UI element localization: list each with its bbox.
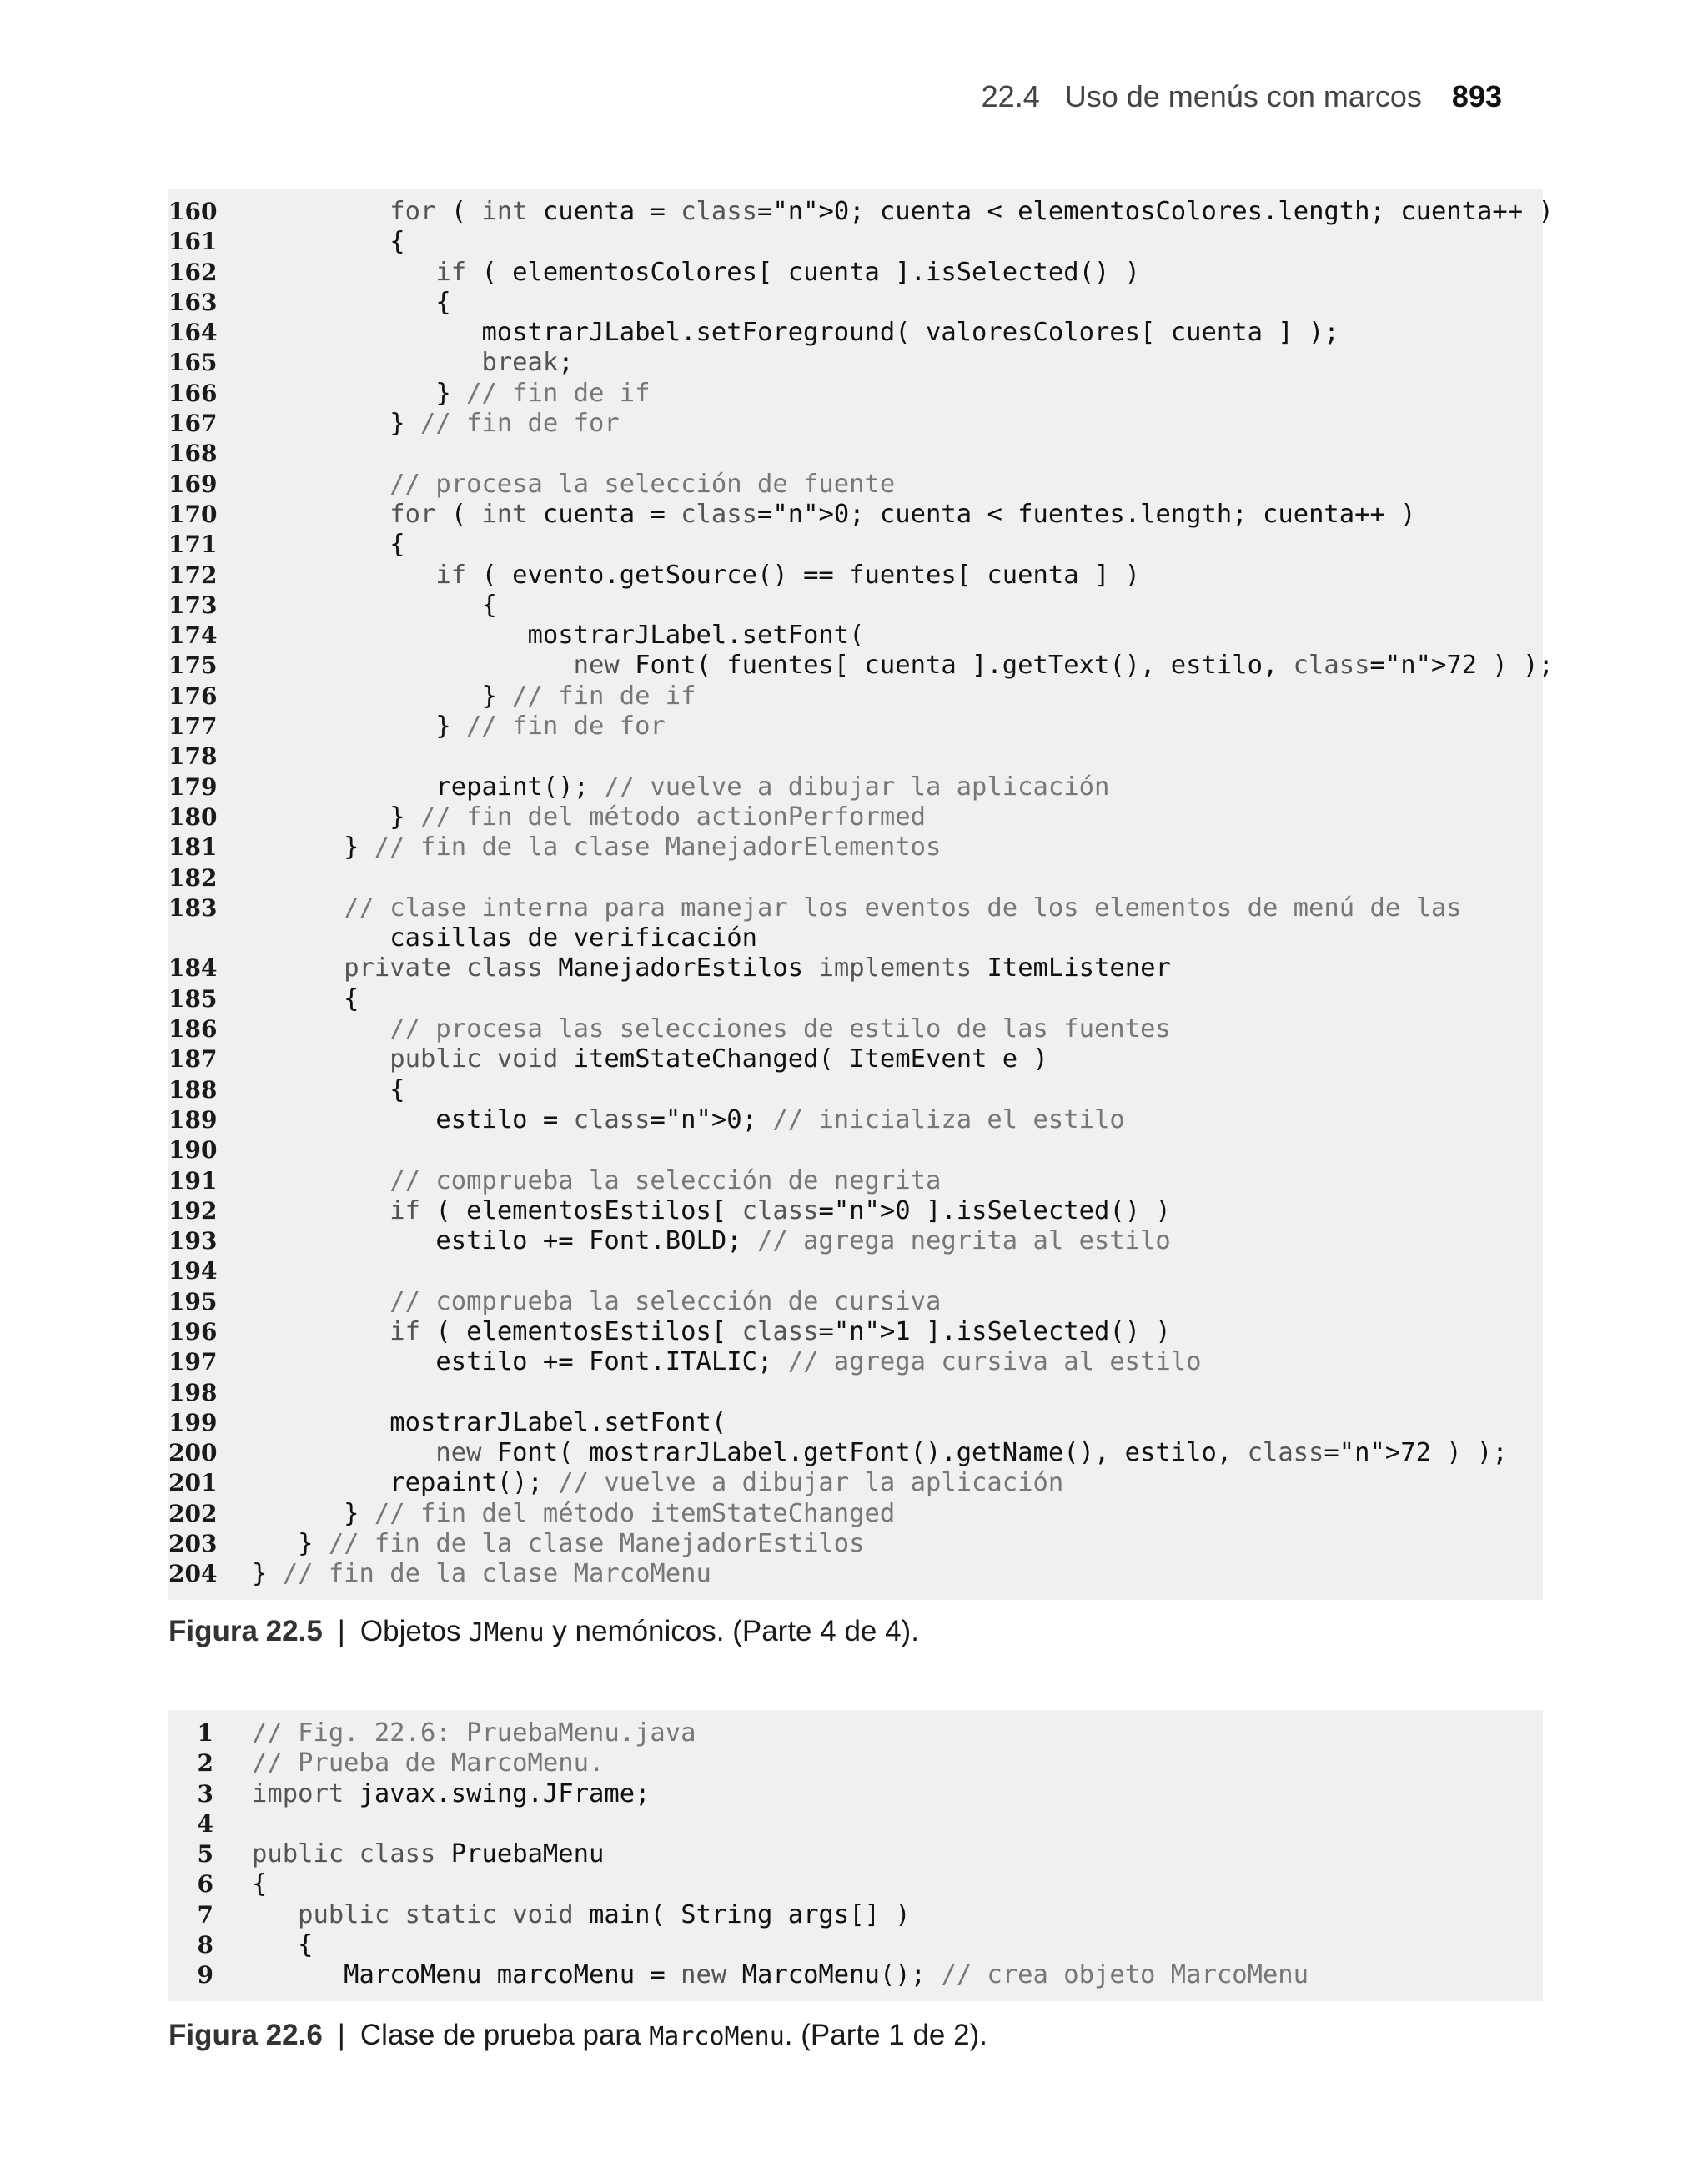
line-number: 201 <box>168 1469 218 1497</box>
code-text: // procesa la selección de fuente <box>389 469 896 499</box>
code-line <box>168 1718 1543 1748</box>
section-title: 22.4 Uso de menús con marcos <box>981 79 1422 113</box>
code-text: } // fin del método actionPerformed <box>252 802 926 832</box>
code-line <box>168 1559 1543 1589</box>
code-text: } // fin de for <box>252 409 620 439</box>
line-number: 189 <box>168 1105 218 1134</box>
line-number: 165 <box>168 349 218 377</box>
code-line <box>168 1347 1543 1377</box>
line-number: 2 <box>197 1749 214 1778</box>
code-text <box>214 1809 1543 1839</box>
code-line <box>168 1900 1543 1930</box>
line-number: 4 <box>197 1809 214 1838</box>
code-text: estilo += Font.ITALIC; // agrega cursiva al estilo <box>252 1347 1202 1377</box>
line-number: 169 <box>168 470 218 498</box>
line-number: 3 <box>197 1779 214 1808</box>
line-number: 164 <box>168 319 218 347</box>
code-text: mostrarJLabel.setFont( <box>252 621 865 651</box>
line-number: 194 <box>168 1257 218 1285</box>
code-line <box>168 1226 1543 1256</box>
code-line <box>168 530 1543 560</box>
code-line <box>168 1256 1543 1286</box>
code-text: estilo = class="n">0; // inicializa el estilo <box>252 1104 1125 1134</box>
code-text: estilo += Font.BOLD; // agrega negrita al estilo <box>252 1226 1171 1256</box>
code-text: import javax.swing.JFrame; <box>252 1778 651 1808</box>
code-text: { <box>252 1930 314 1960</box>
line-number: 177 <box>168 712 218 741</box>
line-number: 173 <box>168 591 218 619</box>
code-line <box>168 651 1554 681</box>
code-text: break; <box>481 348 574 378</box>
code-text: if ( elementosEstilos[ class="n">0 ].isSelected() ) <box>389 1195 1171 1225</box>
caption-text: Objetos <box>359 1615 470 1647</box>
code-text: { <box>252 287 451 317</box>
code-text: } // fin de la clase ManejadorEstilos <box>252 1529 865 1559</box>
code-text: public static void main( String args[] ) <box>298 1899 911 1929</box>
code-text: if ( elementosEstilos[ class="n">1 ].isSelected() ) <box>389 1316 1171 1346</box>
code-line <box>168 1960 1543 1990</box>
line-number <box>168 923 214 953</box>
code-text: for ( int cuenta = class="n">0; cuenta < fuentes.length; cuenta++ ) <box>389 499 1416 529</box>
code-text: { <box>252 1074 405 1104</box>
code-line <box>168 1438 1543 1468</box>
line-number: 7 <box>197 1900 214 1929</box>
line-number: 193 <box>168 1227 218 1255</box>
line-number: 174 <box>168 621 218 650</box>
line-number: 181 <box>168 833 218 862</box>
code-line <box>168 1408 1543 1438</box>
code-text: private class ManejadorEstilos implements ItemListener <box>344 953 1171 983</box>
code-text: // Fig. 22.6: PruebaMenu.java <box>252 1718 696 1748</box>
line-number: 186 <box>168 1015 218 1044</box>
code-text <box>214 863 1543 893</box>
code-text: { <box>252 530 405 560</box>
code-text <box>214 1378 1543 1408</box>
code-line <box>168 621 1543 651</box>
code-line <box>168 953 1543 983</box>
code-text: { <box>252 983 359 1014</box>
code-line <box>168 1748 1543 1778</box>
line-number: 184 <box>168 954 218 983</box>
code-line <box>168 288 1543 318</box>
caption-text: Clase de prueba para <box>359 2019 650 2051</box>
line-number: 179 <box>168 772 218 801</box>
code-line <box>168 409 1543 439</box>
line-number: 180 <box>168 802 218 831</box>
line-number: 171 <box>168 531 218 559</box>
figure-caption-22-5 <box>168 1615 919 1648</box>
code-line <box>168 1014 1543 1044</box>
code-text: } // fin de la clase MarcoMenu <box>252 1559 711 1589</box>
line-number: 170 <box>168 500 218 528</box>
line-number: 190 <box>168 1136 218 1164</box>
code-text: if ( evento.getSource() == fuentes[ cuenta ] ) <box>435 560 1141 590</box>
code-listing-figure-22-5 <box>168 189 1554 1600</box>
code-text: public void itemStateChanged( ItemEvent e ) <box>389 1044 1048 1074</box>
code-text: { <box>252 1869 268 1899</box>
code-line <box>168 227 1543 257</box>
code-line <box>168 1499 1543 1529</box>
code-line <box>168 439 1543 469</box>
figure-label: Figura 22.5 <box>168 1615 323 1647</box>
line-number: 196 <box>168 1317 218 1346</box>
code-line <box>168 893 1543 923</box>
code-line <box>168 379 1543 409</box>
code-text: mostrarJLabel.setForeground( valoresColores[ cuenta ] ); <box>252 318 1339 348</box>
code-line <box>168 348 1543 378</box>
code-text: // comprueba la selección de cursiva <box>389 1286 942 1316</box>
code-line <box>168 772 1543 802</box>
line-number: 200 <box>168 1439 218 1467</box>
line-number: 182 <box>168 863 218 892</box>
page-number: 893 <box>1451 79 1502 113</box>
code-line <box>168 1166 1543 1196</box>
code-text: } // fin de if <box>252 681 696 711</box>
line-number: 162 <box>168 258 218 286</box>
code-text <box>214 439 1543 469</box>
line-number: 199 <box>168 1408 218 1436</box>
code-line <box>168 197 1554 227</box>
line-number: 198 <box>168 1378 218 1406</box>
figure-caption-22-6 <box>168 2019 987 2052</box>
code-text: for ( int cuenta = class="n">0; cuenta < elementosColores.length; cuenta++ ) <box>389 197 1554 226</box>
code-line <box>168 742 1543 772</box>
code-text: new Font( fuentes[ cuenta ].getText(), estilo, class="n">72 ) ); <box>573 651 1554 681</box>
code-line <box>168 1869 1543 1899</box>
code-line <box>168 1044 1543 1074</box>
code-line <box>168 1779 1543 1809</box>
code-line <box>168 500 1543 530</box>
code-line <box>168 923 1543 953</box>
code-line <box>168 832 1543 863</box>
page-header <box>982 79 1502 114</box>
code-text: // Prueba de MarcoMenu. <box>252 1748 605 1778</box>
caption-separator: | <box>337 2019 345 2051</box>
code-line <box>168 1196 1543 1226</box>
code-text: } // fin de for <box>252 712 666 742</box>
line-number: 172 <box>168 561 218 589</box>
line-number: 192 <box>168 1196 218 1225</box>
code-line <box>168 470 1543 500</box>
line-number: 204 <box>168 1560 218 1588</box>
line-number: 8 <box>197 1931 214 1959</box>
code-line <box>168 1809 1543 1839</box>
code-line <box>168 1135 1543 1165</box>
code-text: // clase interna para manejar los eventos de los elementos de menú de las <box>344 893 1462 923</box>
line-number: 168 <box>168 440 218 468</box>
code-text: repaint(); // vuelve a dibujar la aplicación <box>252 1468 1064 1498</box>
code-line <box>168 863 1543 893</box>
line-number: 166 <box>168 379 218 407</box>
code-text <box>214 1135 1543 1165</box>
code-text: } // fin del método itemStateChanged <box>252 1498 896 1528</box>
line-number: 195 <box>168 1287 218 1315</box>
line-number: 9 <box>197 1961 214 1989</box>
code-text: // comprueba la selección de negrita <box>389 1165 942 1195</box>
code-line <box>168 258 1543 288</box>
code-line <box>168 1378 1543 1408</box>
code-text: casillas de verificación <box>252 923 757 953</box>
line-number: 191 <box>168 1166 218 1195</box>
code-text <box>214 742 1543 772</box>
code-text: // procesa las selecciones de estilo de las fuentes <box>389 1014 1171 1044</box>
code-text: public class PruebaMenu <box>252 1839 605 1869</box>
code-line <box>168 1075 1543 1105</box>
code-line <box>168 802 1543 832</box>
code-line <box>168 591 1543 621</box>
code-line <box>168 712 1543 742</box>
line-number: 183 <box>168 893 218 922</box>
line-number: 188 <box>168 1075 218 1104</box>
code-line <box>168 1287 1543 1317</box>
code-text: if ( elementosColores[ cuenta ].isSelected() ) <box>435 257 1141 287</box>
code-line <box>168 318 1543 348</box>
code-line <box>168 1468 1543 1498</box>
line-number: 5 <box>197 1840 214 1869</box>
code-text: } // fin de if <box>252 378 651 408</box>
code-text: { <box>252 227 405 257</box>
caption-code: JMenu <box>469 1618 545 1647</box>
code-text: } // fin de la clase ManejadorElementos <box>252 832 942 863</box>
line-number: 203 <box>168 1530 218 1558</box>
line-number: 6 <box>197 1870 214 1899</box>
code-line <box>168 1930 1543 1960</box>
code-line <box>168 1839 1543 1869</box>
code-line <box>168 1317 1543 1347</box>
line-number: 202 <box>168 1499 218 1527</box>
code-text: repaint(); // vuelve a dibujar la aplicación <box>252 772 1110 802</box>
code-line <box>168 1105 1543 1135</box>
caption-text-end: . (Parte 1 de 2). <box>784 2019 987 2051</box>
line-number: 161 <box>168 228 218 256</box>
code-line <box>168 1529 1543 1559</box>
code-text: { <box>252 590 497 620</box>
figure-label: Figura 22.6 <box>168 2019 323 2051</box>
line-number: 176 <box>168 682 218 710</box>
caption-text-end: y nemónicos. (Parte 4 de 4). <box>544 1615 919 1647</box>
code-line <box>168 984 1543 1014</box>
caption-code: MarcoMenu <box>649 2022 785 2051</box>
line-number: 187 <box>168 1045 218 1074</box>
line-number: 160 <box>168 198 218 225</box>
code-listing-figure-22-6 <box>168 1710 1543 2001</box>
line-number: 1 <box>197 1719 214 1747</box>
line-number: 163 <box>168 288 218 316</box>
code-text <box>214 1256 1543 1286</box>
caption-separator: | <box>337 1615 345 1647</box>
line-number: 178 <box>168 742 218 771</box>
code-line <box>168 561 1543 591</box>
line-number: 167 <box>168 410 218 438</box>
line-number: 197 <box>168 1348 218 1376</box>
code-line <box>168 682 1543 712</box>
line-number: 185 <box>168 984 218 1013</box>
line-number: 175 <box>168 651 218 680</box>
code-text: new Font( mostrarJLabel.getFont().getName(), estilo, class="n">72 ) ); <box>435 1438 1508 1468</box>
code-text: mostrarJLabel.setFont( <box>252 1407 727 1437</box>
code-text: MarcoMenu marcoMenu = new MarcoMenu(); // crea objeto MarcoMenu <box>252 1960 1309 1990</box>
